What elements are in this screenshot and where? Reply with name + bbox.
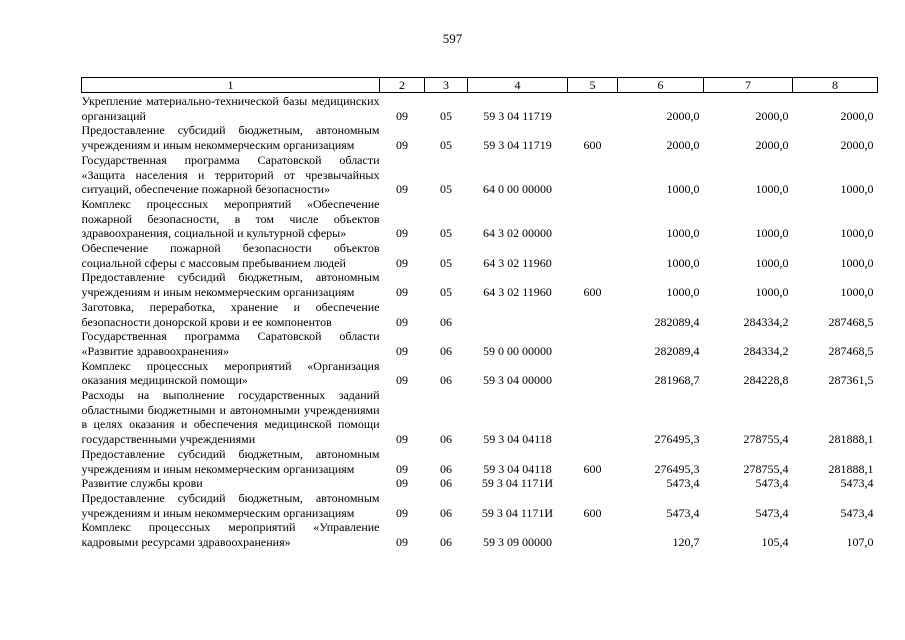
header-row — [82, 78, 878, 93]
row-amount-year3: 1000,0 — [840, 182, 874, 197]
row-name: Расходы на выполнение государственных заданий областными бюджетными и автономными учреждениями в целях оказания и обеспечения медицинской помощи государственными учреждениями — [81, 388, 380, 447]
row-expense-type — [568, 300, 618, 329]
row-section: 09 — [396, 505, 408, 520]
row-target-article: 59 3 04 04118 — [483, 461, 552, 476]
row-amount-year3: 2000,0 — [840, 138, 874, 153]
row-section: 09 — [396, 314, 408, 329]
row-name: Комплекс процессных мероприятий «Обеспечение пожарной безопасности, в том числе объектов здравоохранения, социальной и культурной сферы» — [81, 196, 380, 241]
table-row — [82, 153, 878, 197]
row-amount-year2: 105,4 — [761, 535, 789, 550]
col-header-1: 1 — [82, 78, 380, 93]
row-amount-year1: 276495,3 — [654, 432, 700, 447]
row-target-article: 64 3 02 00000 — [483, 226, 552, 241]
row-expense-type — [568, 520, 618, 549]
table-row — [82, 197, 878, 241]
row-expense-type — [568, 93, 618, 124]
row-subsection: 06 — [440, 476, 452, 491]
row-target-article: 59 3 04 04118 — [483, 432, 552, 447]
table-row — [82, 476, 878, 491]
row-amount-year3: 5473,4 — [840, 505, 874, 520]
row-name: Государственная программа Саратовской области «Развитие здравоохранения» — [81, 329, 380, 358]
row-subsection: 05 — [440, 255, 452, 270]
row-target-article: 59 0 00 00000 — [483, 343, 552, 358]
table-body — [82, 93, 878, 550]
row-expense-type — [568, 197, 618, 241]
row-amount-year3: 1000,0 — [840, 285, 874, 300]
row-amount-year2: 2000,0 — [755, 108, 789, 123]
row-amount-year3: 5473,4 — [840, 476, 874, 491]
row-amount-year2: 5473,4 — [755, 476, 789, 491]
row-target-article — [468, 300, 568, 329]
row-name: Предоставление субсидий бюджетным, автономным учреждениям и иным некоммерческим организациям — [81, 123, 380, 153]
row-amount-year1: 282089,4 — [654, 343, 700, 358]
row-section: 09 — [396, 182, 408, 197]
col-header-4: 4 — [468, 78, 568, 93]
row-name: Предоставление субсидий бюджетным, автономным учреждениям и иным некоммерческим организациям — [81, 490, 380, 520]
row-amount-year1: 5473,4 — [666, 505, 700, 520]
row-target-article: 64 0 00 00000 — [483, 182, 552, 197]
row-name: Обеспечение пожарной безопасности объектов социальной сферы с массовым пребыванием людей — [81, 241, 380, 270]
row-expense-type: 600 — [583, 461, 602, 476]
row-amount-year1: 276495,3 — [654, 461, 700, 476]
row-target-article: 64 3 02 11960 — [483, 285, 552, 300]
row-name: Предоставление субсидий бюджетным, автономным учреждениям и иным некоммерческим организациям — [81, 446, 380, 476]
row-subsection: 05 — [440, 182, 452, 197]
row-amount-year3: 1000,0 — [840, 255, 874, 270]
row-section: 09 — [396, 108, 408, 123]
row-amount-year1: 281968,7 — [654, 373, 700, 388]
row-amount-year3: 1000,0 — [840, 226, 874, 241]
table-row — [82, 447, 878, 476]
row-target-article: 59 3 09 00000 — [483, 535, 552, 550]
row-expense-type — [568, 153, 618, 197]
row-expense-type — [568, 329, 618, 358]
row-name: Комплекс процессных мероприятий «Организация оказания медицинской помощи» — [81, 358, 380, 388]
table-row — [82, 300, 878, 329]
table-row — [82, 241, 878, 270]
row-subsection: 05 — [440, 285, 452, 300]
row-target-article: 59 3 04 1171И — [481, 505, 554, 520]
table-row — [82, 123, 878, 152]
row-target-article: 59 3 04 00000 — [483, 373, 552, 388]
row-section: 09 — [396, 255, 408, 270]
page-number: 597 — [442, 31, 463, 46]
row-amount-year3: 107,0 — [846, 535, 874, 550]
row-subsection: 06 — [440, 432, 452, 447]
row-amount-year3: 287468,5 — [828, 343, 874, 358]
row-amount-year1: 1000,0 — [666, 255, 700, 270]
row-amount-year1: 2000,0 — [666, 108, 700, 123]
col-header-2: 2 — [380, 78, 425, 93]
row-subsection: 06 — [440, 373, 452, 388]
row-amount-year1: 1000,0 — [666, 285, 700, 300]
col-header-6: 6 — [618, 78, 704, 93]
col-header-5: 5 — [568, 78, 618, 93]
row-amount-year3: 281888,1 — [828, 432, 874, 447]
table-row — [82, 93, 878, 124]
row-amount-year1: 120,7 — [672, 535, 700, 550]
row-expense-type: 600 — [583, 285, 602, 300]
row-amount-year1: 2000,0 — [666, 138, 700, 153]
row-name: Развитие службы крови — [81, 476, 203, 491]
row-amount-year1: 282089,4 — [654, 314, 700, 329]
row-section: 09 — [396, 432, 408, 447]
col-header-3: 3 — [425, 78, 468, 93]
row-amount-year2: 284334,2 — [743, 314, 789, 329]
row-section: 09 — [396, 476, 408, 491]
row-expense-type — [568, 241, 618, 270]
row-section: 09 — [396, 373, 408, 388]
row-expense-type: 600 — [583, 138, 602, 153]
row-target-article: 59 3 04 1171И — [481, 476, 554, 491]
table-row — [82, 388, 878, 447]
row-expense-type — [568, 388, 618, 447]
row-amount-year1: 1000,0 — [666, 226, 700, 241]
row-subsection: 06 — [440, 314, 452, 329]
row-amount-year3: 287361,5 — [828, 373, 874, 388]
table-row — [82, 520, 878, 549]
row-target-article: 59 3 04 11719 — [483, 108, 552, 123]
row-amount-year2: 284228,8 — [743, 373, 789, 388]
row-section: 09 — [396, 285, 408, 300]
row-amount-year2: 2000,0 — [755, 138, 789, 153]
row-name: Государственная программа Саратовской области «Защита населения и территорий от чрезвычайных ситуаций, обеспечение пожарной безопасности» — [81, 152, 380, 197]
row-subsection: 06 — [440, 505, 452, 520]
row-expense-type — [568, 476, 618, 491]
budget-table — [81, 77, 878, 550]
row-amount-year2: 1000,0 — [755, 226, 789, 241]
col-header-8: 8 — [793, 78, 878, 93]
row-expense-type — [568, 359, 618, 388]
col-header-7: 7 — [704, 78, 793, 93]
row-target-article: 59 3 04 11719 — [483, 138, 552, 153]
row-amount-year2: 1000,0 — [755, 255, 789, 270]
row-section: 09 — [396, 138, 408, 153]
row-amount-year2: 278755,4 — [743, 461, 789, 476]
table-row — [82, 329, 878, 358]
row-amount-year2: 1000,0 — [755, 285, 789, 300]
row-amount-year3: 2000,0 — [840, 108, 874, 123]
table-row — [82, 270, 878, 299]
table-row — [82, 359, 878, 388]
row-amount-year3: 287468,5 — [828, 314, 874, 329]
row-amount-year1: 5473,4 — [666, 476, 700, 491]
row-subsection: 06 — [440, 461, 452, 476]
row-subsection: 06 — [440, 343, 452, 358]
row-subsection: 05 — [440, 226, 452, 241]
row-expense-type: 600 — [583, 505, 602, 520]
row-amount-year2: 278755,4 — [743, 432, 789, 447]
row-amount-year2: 5473,4 — [755, 505, 789, 520]
row-name: Заготовка, переработка, хранение и обеспечение безопасности донорской крови и ее компонентов — [81, 299, 380, 329]
row-name: Укрепление материально-технической базы медицинских организаций — [81, 94, 380, 123]
row-amount-year3: 281888,1 — [828, 461, 874, 476]
table-row — [82, 491, 878, 520]
row-section: 09 — [396, 461, 408, 476]
row-amount-year2: 284334,2 — [743, 343, 789, 358]
row-section: 09 — [396, 226, 408, 241]
row-amount-year2: 1000,0 — [755, 182, 789, 197]
row-name: Предоставление субсидий бюджетным, автономным учреждениям и иным некоммерческим организациям — [81, 270, 380, 300]
row-section: 09 — [396, 343, 408, 358]
row-subsection: 05 — [440, 108, 452, 123]
row-amount-year1: 1000,0 — [666, 182, 700, 197]
row-target-article: 64 3 02 11960 — [483, 255, 552, 270]
row-subsection: 05 — [440, 138, 452, 153]
row-section: 09 — [396, 535, 408, 550]
row-subsection: 06 — [440, 535, 452, 550]
row-name: Комплекс процессных мероприятий «Управление кадровыми ресурсами здравоохранения» — [81, 520, 380, 550]
